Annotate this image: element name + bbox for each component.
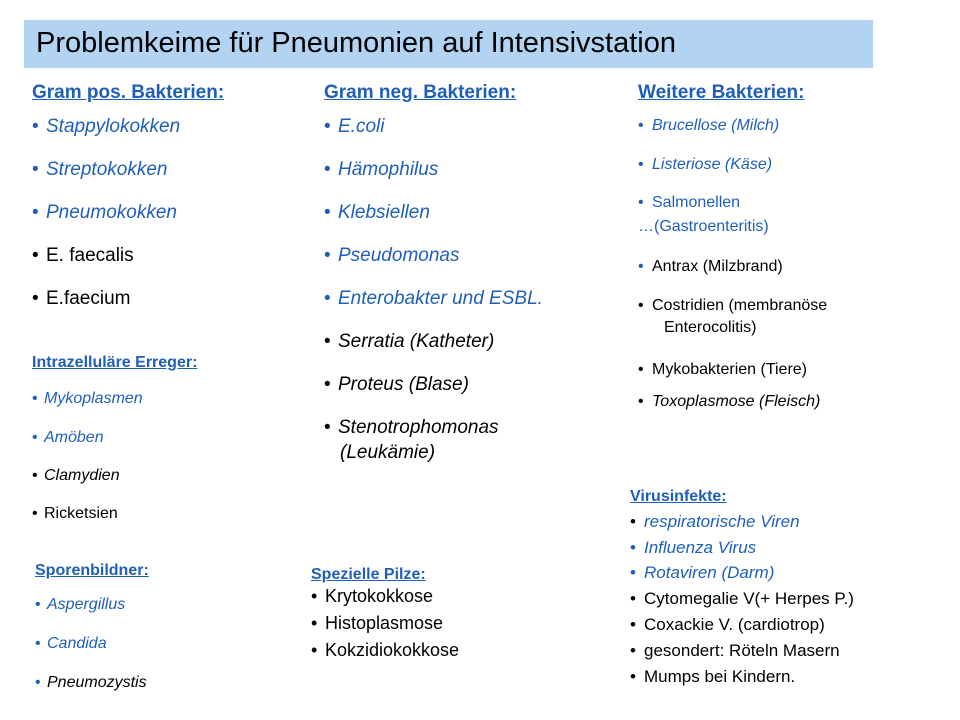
list-item: • Mumps bei Kindern. [630,667,796,686]
bullet-icon: • [32,429,38,446]
list-item: • Enterobakter und ESBL. [324,288,543,309]
list-item: • Costridien (membranöse Enterocolitis) [638,297,828,336]
list-item: • Mykoplasmen [32,390,143,407]
bullet-icon: • [311,640,318,660]
gram-neg-list [324,116,543,464]
list-item: • Brucellose (Milch) [638,117,780,134]
list-item-continuation: (Leukämie) [340,442,436,463]
list-item: • gesondert: Röteln Masern [630,641,840,660]
list-item: • Pneumokokken [32,202,177,223]
list-item: • Histoplasmose [311,613,444,633]
intrazellulaer-section [32,354,197,523]
bullet-icon: • [311,613,318,633]
bullet-icon: • [638,258,644,275]
list-item: • Toxoplasmose (Fleisch) [638,393,821,410]
title-bar [24,20,873,68]
bullet-icon: • [32,202,39,223]
list-item: • Antrax (Milzbrand) [638,258,783,275]
bullet-icon: • [638,156,644,173]
bullet-icon: • [638,194,644,211]
sporen-header: Sporenbildner: [35,562,149,579]
list-item: • Coxackie V. (cardiotrop) [630,615,825,634]
list-item: • Proteus (Blase) [324,374,469,395]
list-item: • Krytokokkose [311,586,434,606]
bullet-icon: • [630,563,636,582]
bullet-icon: • [32,390,38,407]
bullet-icon: • [324,159,331,180]
bullet-icon: • [32,467,38,484]
bullet-icon: • [324,331,331,352]
bullet-icon: • [630,641,636,660]
gram-neg-section [324,82,543,464]
bullet-icon: • [630,512,636,531]
weitere-header: Weitere Bakterien: [638,82,805,103]
intrazellulaer-list [32,390,197,523]
bullet-icon: • [324,417,331,438]
list-item: • E.coli [324,116,385,137]
list-item: • respiratorische Viren [630,512,800,531]
bullet-icon: • [638,393,644,410]
bullet-icon: • [638,117,644,134]
list-item: • Aspergillus [35,596,126,613]
virus-list [630,512,854,687]
bullet-icon: • [35,635,41,652]
list-item: • Cytomegalie V(+ Herpes P.) [630,589,854,608]
page-title: Problemkeime für Pneumonien auf Intensivstation [36,27,676,59]
list-item: • Clamydien [32,467,120,484]
pilze-section [311,566,459,661]
gram-pos-section [32,82,224,331]
pilze-list [311,586,459,661]
list-item: • Ricketsien [32,505,118,522]
bullet-icon: • [324,116,331,137]
list-item: • Amöben [32,429,104,446]
bullet-icon: • [32,505,38,522]
list-item-continuation: Enterocolitis) [664,319,757,336]
list-item: • Hämophilus [324,159,439,180]
virus-section [630,488,854,687]
gram-neg-header: Gram neg. Bakterien: [324,82,517,103]
bullet-icon: • [638,361,644,378]
bullet-icon: • [630,667,636,686]
list-item: • E. faecalis [32,245,134,266]
weitere-section [638,82,827,411]
bullet-icon: • [324,374,331,395]
list-item: • Influenza Virus [630,538,757,557]
bullet-icon: • [630,589,636,608]
weitere-list [638,117,827,411]
gram-pos-list [32,116,224,331]
bullet-icon: • [311,586,318,606]
pilze-header: Spezielle Pilze: [311,566,426,583]
list-item: • Streptokokken [32,159,168,180]
list-item: • Pseudomonas [324,245,460,266]
list-item: • Pneumozystis [35,674,147,691]
list-item: • Stappylokokken [32,116,181,137]
bullet-icon: • [32,288,39,309]
virus-header: Virusinfekte: [630,488,727,505]
bullet-icon: • [35,596,41,613]
intrazellulaer-header: Intrazelluläre Erreger: [32,354,198,371]
list-item: • Kokzidiokokkose [311,640,460,660]
list-item-continuation: …(Gastroenteritis) [638,218,769,235]
sporen-section [35,562,149,692]
gram-pos-header: Gram pos. Bakterien: [32,82,225,103]
bullet-icon: • [324,288,331,309]
list-item: • Listeriose (Käse) [638,156,773,173]
list-item: • E.faecium [32,288,131,309]
list-item: • Klebsiellen [324,202,430,223]
list-item: • Salmonellen …(Gastroenteritis) [638,194,827,258]
sporen-list [35,596,149,692]
list-item: • Stenotrophomonas (Leukämie) [324,417,543,464]
bullet-icon: • [638,297,644,314]
list-item: • Rotaviren (Darm) [630,563,775,582]
bullet-icon: • [324,245,331,266]
bullet-icon: • [324,202,331,223]
bullet-icon: • [630,538,636,557]
bullet-icon: • [32,245,39,266]
list-item: • Serratia (Katheter) [324,331,495,352]
bullet-icon: • [630,615,636,634]
bullet-icon: • [32,116,39,137]
list-item: • Candida [35,635,107,652]
bullet-icon: • [32,159,39,180]
bullet-icon: • [35,674,41,691]
list-item: • Mykobakterien (Tiere) [638,361,808,378]
